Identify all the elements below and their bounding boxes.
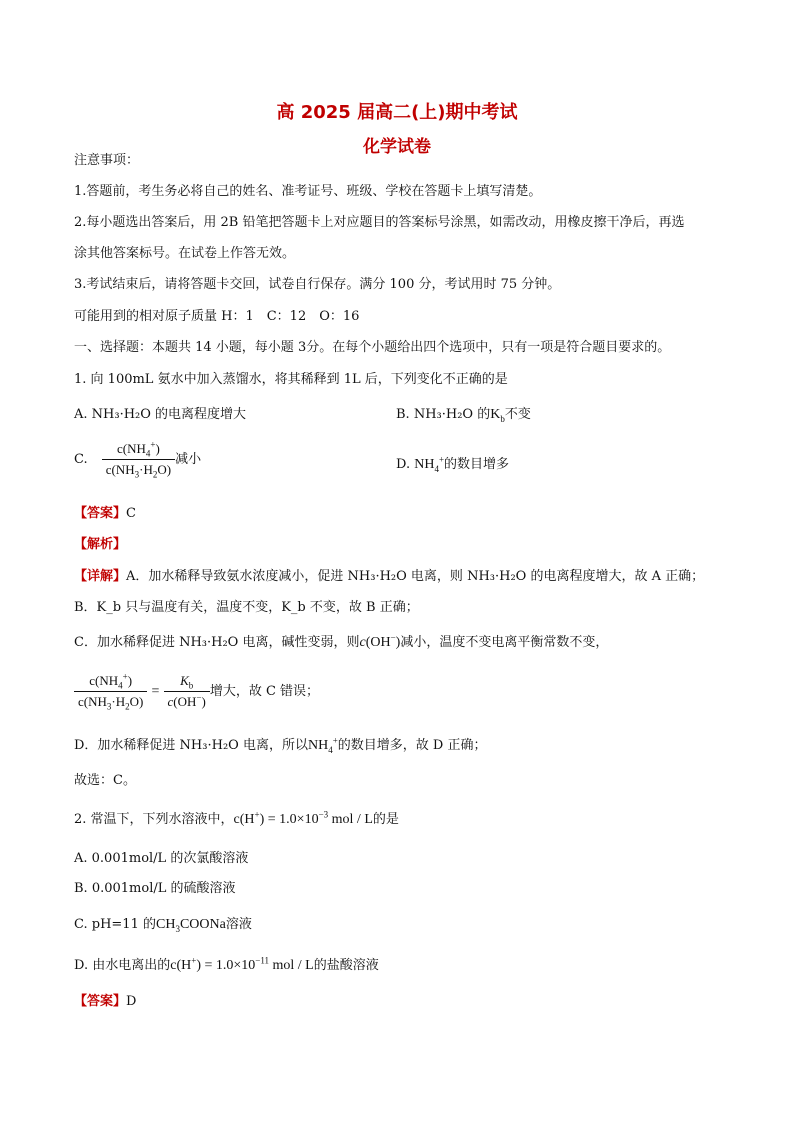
q1-answer: 【答案】C <box>74 506 136 521</box>
q1-detail-c: C．加水稀释促进 NH₃·H₂O 电离，碱性变弱，则c(OH−)减小，温度不变电离平衡常数不变， <box>74 632 609 650</box>
q2-option-d: D. 由水电离出的$c(H^+) = 1.0\times 10^{-11}$ mol / L的盐酸溶液 <box>74 955 379 973</box>
note-item-1: 1.答题前，考生务必将自己的姓名、准考证号、班级、学校在答题卡上填写清楚。 <box>74 184 542 199</box>
q1-detail-b: B．K_b 只与温度有关，温度不变，K_b 不变，故 B 正确； <box>74 600 419 615</box>
q1-detail-a: 【详解】A．加水稀释导致氨水浓度减小，促进 NH₃·H₂O 电离，则 NH₃·H₂O 的电离程度增大，故 A 正确； <box>74 569 705 584</box>
q1-detail-c-fraction-2: $\frac{K_b}{c(OH^-)}$ <box>164 672 210 711</box>
q2-stem: 2. 常温下，下列水溶液中，$c(H^+) = 1.0\times 10^{-3}$ mol / L的是 <box>74 809 399 827</box>
q1-stem: 1. 向 100mL 氨水中加入蒸馏水，将其稀释到 1L 后，下列变化不正确的是 <box>74 372 508 387</box>
q1-option-d: D. $NH_4^+$的数目增多 <box>396 454 510 474</box>
q2-option-c: C. pH=11 的$CH_3COONa$溶液 <box>74 917 252 934</box>
q2-option-b: B. 0.001mol/L 的硫酸溶液 <box>74 881 236 896</box>
q1-option-a: A. NH₃·H₂O 的电离程度增大 <box>74 407 247 422</box>
q2-answer: 【答案】D <box>74 994 137 1009</box>
q1-detail-c-formula: $\frac{c(NH_4^+)}{c(NH_3\cdot H_2O)}$ = $\frac{K_b}{c(OH^-)}$ 增大，故 C 错误； <box>74 672 319 711</box>
q1-option-b: B. NH₃·H₂O 的$K_b$不变 <box>396 407 531 424</box>
note-item-3: 3.考试结束后，请将答题卡交回，试卷自行保存。满分 100 分，考试用时 75 分钟。 <box>74 277 561 292</box>
q1-option-c: C. $\frac{c(NH_4^+)}{c(NH_3\cdot H_2O)}$ 减小 <box>74 439 202 480</box>
subject-title: 化学试卷 <box>363 137 431 157</box>
note-item-2-line-1: 2.每小题选出答案后，用 2B 铅笔把答题卡上对应题目的答案标号涂黑，如需改动，用橡皮擦干净后，再选 <box>74 215 685 230</box>
q1-option-c-fraction: $\frac{c(NH_4^+)}{c(NH_3\cdot H_2O)}$ <box>102 440 175 479</box>
q1-detail-d: D．加水稀释促进 NH₃·H₂O 电离，所以$NH_4^+$的数目增多，故 D 正确； <box>74 735 487 755</box>
q1-detail-c-fraction-1: $\frac{c(NH_4^+)}{c(NH_3\cdot H_2O)}$ <box>74 672 147 711</box>
q1-analysis-label: 【解析】 <box>74 537 127 552</box>
q1-conclusion: 故选：C。 <box>74 773 136 788</box>
notes-heading: 注意事项： <box>74 153 140 168</box>
atomic-mass-line: 可能用到的相对原子质量 H：1 C：12 O：16 <box>74 309 360 324</box>
note-item-2-line-2: 涂其他答案标号。在试卷上作答无效。 <box>74 246 296 261</box>
exam-title: 高 2025 届高二(上)期中考试 <box>276 102 518 123</box>
section-1-heading: 一、选择题：本题共 14 小题，每小题 3分。在每个小题给出四个选项中，只有一项是符合题目要求的。 <box>74 340 671 355</box>
q2-option-a: A. 0.001mol/L 的次氯酸溶液 <box>74 851 249 866</box>
